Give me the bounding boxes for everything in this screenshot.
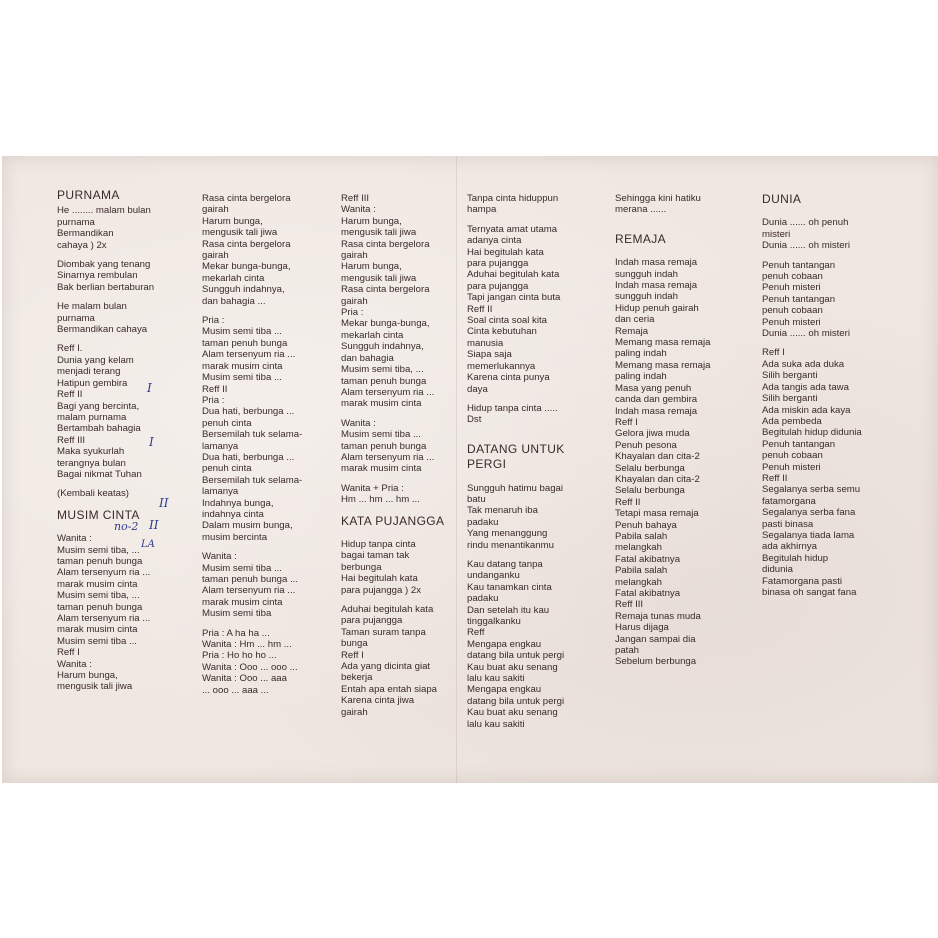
lyric-line: mengusik tali jiwa xyxy=(341,227,417,239)
lyric-line: gairah xyxy=(341,250,368,262)
lyric-line: Ada suka ada duka xyxy=(762,358,845,370)
lyric-line: undanganku xyxy=(467,570,520,582)
lyric-line: He malam bulan xyxy=(57,301,127,313)
lyric-line: Pria : xyxy=(341,307,364,319)
lyric-line: Wanita : Ooo ... ooo ... xyxy=(202,661,298,673)
lyric-line: Karena cinta punya xyxy=(467,372,550,384)
lyric-line: canda dan gembira xyxy=(615,394,698,406)
lyric-line: misteri xyxy=(762,228,791,240)
spacer xyxy=(615,249,710,257)
lyric-line: Penuh misteri xyxy=(762,282,821,294)
lyric-line: Mekar bunga-bunga, xyxy=(341,318,430,330)
lyric-line: dan bahagia xyxy=(341,352,394,364)
lyric-line: marak musim cinta xyxy=(202,596,283,608)
lyric-line: Khayalan dan cita-2 xyxy=(615,451,700,463)
lyric-line: Penuh tantangan xyxy=(762,438,836,450)
lyric-line: Mekar bunga-bunga, xyxy=(202,261,291,273)
lyric-line: Dunia ...... oh misteri xyxy=(762,240,850,252)
lyric-line: Penuh pesona xyxy=(615,439,677,451)
lyric-line: Penuh misteri xyxy=(762,316,821,328)
lyric-line: Wanita + Pria : xyxy=(341,482,404,494)
lyric-line: penuh cobaan xyxy=(762,271,823,283)
lyric-line: hampa xyxy=(467,204,497,216)
lyric-line: memerlukannya xyxy=(467,360,536,372)
lyric-line: Reff II xyxy=(762,472,788,484)
spacer xyxy=(467,395,565,403)
song-title: PURNAMA xyxy=(57,188,120,202)
column-remaja xyxy=(615,193,710,668)
spacer xyxy=(57,335,154,343)
lyric-line: Musim semi tiba ... xyxy=(202,326,282,338)
lyric-line: sungguh indah xyxy=(615,268,678,280)
lyric-line: marak musim cinta xyxy=(57,624,138,636)
spacer xyxy=(57,500,154,508)
lyric-line: Sungguh indahnya, xyxy=(341,341,424,353)
lyric-line: Tak menaruh iba xyxy=(467,505,538,517)
lyric-line: Penuh bahaya xyxy=(615,519,677,531)
lyric-line: Musim semi tiba, ... xyxy=(341,364,424,376)
lyric-line: gairah xyxy=(341,706,368,718)
lyric-line: Memang masa remaja xyxy=(615,337,711,349)
lyric-line: Fatal akibatnya xyxy=(615,553,681,565)
spacer xyxy=(467,426,565,434)
lyric-line: Ada tangis ada tawa xyxy=(762,381,849,393)
lyric-line: Reff III xyxy=(341,193,370,204)
lyric-line: bagai taman tak xyxy=(341,550,410,562)
lyric-line: cahaya ) 2x xyxy=(57,239,107,251)
lyric-line: manusia xyxy=(467,337,504,349)
spacer xyxy=(762,339,862,347)
spacer xyxy=(467,475,565,483)
lyric-line: Aduhai begitulah kata xyxy=(341,604,434,615)
lyric-line: Pabila salah xyxy=(615,530,668,542)
lyric-line: paling indah xyxy=(615,371,667,383)
lyric-line: rindu menantikanmu xyxy=(467,539,554,551)
column-datang-untuk-pergi xyxy=(467,193,565,730)
lyric-line: bekerja xyxy=(341,672,373,684)
lyric-line: Kau buat aku senang xyxy=(467,661,558,673)
lyric-line: lamanya xyxy=(202,440,239,452)
lyric-line: He ........ malam bulan xyxy=(57,205,151,217)
lyric-line: Reff III xyxy=(615,599,644,611)
spacer xyxy=(57,293,154,301)
lyric-line: Fatamorgana pasti xyxy=(762,575,842,587)
lyric-line: Bermandikan xyxy=(57,228,114,240)
lyric-line: Begitulah hidup xyxy=(762,552,829,564)
lyric-line: Alam tersenyum ria ... xyxy=(341,451,435,463)
handwritten-mark: I xyxy=(147,381,152,395)
lyric-line: Musim semi tiba xyxy=(202,608,272,620)
lyric-line: indahnya cinta xyxy=(202,508,264,520)
lyric-line: Reff II xyxy=(202,383,228,395)
spacer xyxy=(57,480,154,488)
lyric-line: ... ooo ... aaa ... xyxy=(202,684,269,696)
lyric-line: padaku xyxy=(467,516,499,528)
lyric-line: lalu kau sakiti xyxy=(467,673,525,685)
lyric-line: mengusik tali jiwa xyxy=(57,681,133,693)
lyric-line: Bertambah bahagia xyxy=(57,423,141,435)
lyric-line: Harum bunga, xyxy=(341,261,402,273)
lyric-line: mengusik tali jiwa xyxy=(202,227,278,239)
spacer xyxy=(202,307,302,315)
lyric-line: Indah masa remaja xyxy=(615,280,698,292)
lyric-line: Wanita : xyxy=(202,551,237,563)
lyric-line: marak musim cinta xyxy=(341,398,422,410)
spacer xyxy=(615,216,710,224)
lyric-line: Bak berlian bertaburan xyxy=(57,281,155,293)
lyric-line: Bersemilah tuk selama- xyxy=(202,429,303,441)
lyric-line: dan bahagia ... xyxy=(202,295,266,307)
lyric-line: Bermandikan cahaya xyxy=(57,324,148,336)
lyric-line: Musim semi tiba, ... xyxy=(57,590,140,602)
lyric-line: Wanita : xyxy=(57,533,92,545)
lyric-line: gairah xyxy=(341,295,368,307)
lyric-line: Kau tanamkan cinta xyxy=(467,581,552,593)
lyric-line: Hm ... hm ... hm ... xyxy=(341,494,420,506)
lyric-line: Wanita : xyxy=(341,204,376,216)
lyric-line: Rasa cinta bergelora xyxy=(341,238,430,250)
handwritten-mark: II xyxy=(149,518,159,532)
spacer xyxy=(341,596,444,604)
lyric-line: Alam tersenyum ria ... xyxy=(202,585,296,597)
lyric-line: Musim semi tiba, ... xyxy=(57,544,140,556)
lyric-line: Penuh misteri xyxy=(762,461,821,473)
song-title: KATA PUJANGGA xyxy=(341,513,445,528)
lyric-line: Silih berganti xyxy=(762,393,818,405)
spacer xyxy=(341,506,444,514)
lyric-line: adanya cinta xyxy=(467,235,522,247)
lyric-line: marak musim cinta xyxy=(57,578,138,590)
lyric-line: Penuh tantangan xyxy=(762,293,836,305)
lyric-line: Segalanya serba semu xyxy=(762,484,861,496)
lyric-line: Dua hati, berbunga ... xyxy=(202,406,295,418)
lyric-line: Rasa cinta bergelora xyxy=(202,193,291,204)
lyric-line: Gelora jiwa muda xyxy=(615,428,690,440)
lyric-line: Harum bunga, xyxy=(341,215,402,227)
spacer xyxy=(341,410,444,418)
lyric-line: Reff I xyxy=(615,416,638,428)
lyric-line: taman penuh bunga xyxy=(341,375,427,387)
lyric-line: taman penuh bunga xyxy=(341,440,427,452)
lyric-line: gairah xyxy=(202,204,229,216)
lyric-line: Bagi yang bercinta, xyxy=(57,400,140,412)
lyric-line: Sebelum berbunga xyxy=(615,656,697,668)
spacer xyxy=(467,551,565,559)
lyric-line: Yang menanggung xyxy=(467,528,548,540)
lyric-line: Tapi jangan cinta buta xyxy=(467,292,561,304)
lyric-line: Rasa cinta bergelora xyxy=(202,238,291,250)
spacer xyxy=(467,434,565,442)
lyric-line: Hidup tanpa cinta xyxy=(341,538,416,550)
lyric-line: lalu kau sakiti xyxy=(467,718,525,730)
lyric-line: Bagai nikmat Tuhan xyxy=(57,468,142,480)
column-purnama xyxy=(57,188,154,693)
lyric-line: Segalanya tiada lama xyxy=(762,529,855,541)
lyric-line: datang bila untuk pergi xyxy=(467,695,565,707)
lyric-line: Pabila salah xyxy=(615,565,668,577)
lyric-line: didunia xyxy=(762,564,793,576)
lyric-line: malam purnama xyxy=(57,411,127,423)
lyric-line: Reff I xyxy=(762,347,785,359)
lyric-line: Cinta kebutuhan xyxy=(467,326,537,338)
lyric-line: Silih berganti xyxy=(762,370,818,382)
lyric-line: penuh cinta xyxy=(202,463,252,475)
lyric-line: tinggalkanku xyxy=(467,616,521,627)
lyric-line: Wanita : xyxy=(57,658,92,670)
lyric-line: Fatal akibatnya xyxy=(615,588,681,599)
lyric-line: Kau datang tanpa xyxy=(467,558,543,570)
lyric-line: melangkah xyxy=(615,542,662,554)
handwritten-mark: II xyxy=(159,496,169,510)
lyric-line: mekarlah cinta xyxy=(341,329,404,341)
song-title: DUNIA xyxy=(762,192,802,206)
column-musim-cinta-cont xyxy=(202,193,302,696)
lyric-line: Dan setelah itu kau xyxy=(467,604,550,616)
song-title: REMAJA xyxy=(615,231,667,246)
lyric-line: para pujangga ) 2x xyxy=(341,584,422,596)
lyric-line: Dunia yang kelam xyxy=(57,354,134,366)
lyric-line: Reff II xyxy=(467,303,493,315)
lyric-line: paling indah xyxy=(615,348,667,360)
column-dunia xyxy=(762,192,862,598)
lyric-line: Indah masa remaja xyxy=(615,405,698,417)
lyric-line: datang bila untuk pergi xyxy=(467,650,565,662)
lyric-line: berbunga xyxy=(341,561,382,573)
lyric-line: Mengapa engkau xyxy=(467,638,542,650)
lyric-line: menjadi terang xyxy=(57,366,121,378)
lyric-line: Musim semi tiba ... xyxy=(202,562,282,574)
lyric-line: penuh cobaan xyxy=(762,450,823,462)
lyric-line: Hai begitulah kata xyxy=(467,246,544,258)
lyric-line: melangkah xyxy=(615,576,662,588)
lyric-line: taman penuh bunga xyxy=(57,601,143,613)
lyric-line: Begitulah hidup didunia xyxy=(762,427,862,439)
lyric-line: Hidup penuh gairah xyxy=(615,302,699,314)
lyric-line: Sungguh hatimu bagai xyxy=(467,482,564,494)
lyric-line: Dalam musim bunga, xyxy=(202,520,293,532)
lyric-line: (Kembali keatas) xyxy=(57,488,129,500)
lyric-line: Reff III xyxy=(57,434,86,446)
lyric-line: Dua hati, berbunga ... xyxy=(202,451,295,463)
lyric-line: Tanpa cinta hiduppun xyxy=(467,193,559,204)
lyric-line: Taman suram tanpa xyxy=(341,626,426,638)
lyric-line: Ada pembeda xyxy=(762,415,822,427)
lyric-line: Karena cinta jiwa xyxy=(341,695,415,707)
lyric-line: Musim semi tiba ... xyxy=(202,372,282,384)
lyric-line: Musim semi tiba ... xyxy=(341,429,421,441)
lyric-line: Hatipun gembira xyxy=(57,377,128,389)
lyric-line: Remaja xyxy=(615,325,649,337)
lyric-line: Kau buat aku senang xyxy=(467,707,558,719)
lyric-line: patah xyxy=(615,645,640,657)
lyric-line: Ternyata amat utama xyxy=(467,223,558,235)
lyric-line: Harum bunga, xyxy=(202,215,263,227)
lyric-line: lamanya xyxy=(202,486,239,498)
lyric-line: Hidup tanpa cinta ..... xyxy=(467,402,558,414)
spacer xyxy=(57,251,154,259)
handwritten-mark: LA xyxy=(141,539,155,550)
lyric-line: Tetapi masa remaja xyxy=(615,508,699,520)
lyric-line: Maka syukurlah xyxy=(57,446,125,458)
spacer xyxy=(467,216,565,224)
lyric-line: Penuh tantangan xyxy=(762,259,836,271)
lyric-line: Musim semi tiba ... xyxy=(57,635,137,647)
lyric-line: Sehingga kini hatiku xyxy=(615,193,701,204)
lyric-line: Alam tersenyum ria ... xyxy=(57,567,151,579)
lyric-line: Soal cinta soal kita xyxy=(467,315,547,327)
handwritten-mark: no-2 xyxy=(114,520,139,533)
lyric-line: Dunia ...... oh penuh xyxy=(762,217,849,229)
lyric-line: Alam tersenyum ria ... xyxy=(57,613,151,624)
lyric-line: Pria : Ho ho ho ... xyxy=(202,650,277,662)
lyric-line: Indah masa remaja xyxy=(615,257,698,269)
lyric-line: Ada yang dicinta giat xyxy=(341,661,431,673)
spacer xyxy=(341,531,444,539)
lyric-line: Selalu berbunga xyxy=(615,462,685,474)
lyric-line: Diombak yang tenang xyxy=(57,259,151,271)
lyric-line: Hai begitulah kata xyxy=(341,573,418,585)
lyric-line: bunga xyxy=(341,638,368,650)
lyric-line: purnama xyxy=(57,216,95,228)
lyric-line: Harus dijaga xyxy=(615,622,669,634)
lyric-line: Dunia ...... oh misteri xyxy=(762,328,850,340)
lyric-line: Reff I. xyxy=(57,343,83,355)
lyric-line: Reff II xyxy=(615,496,641,508)
lyric-line: batu xyxy=(467,493,486,505)
lyric-line: Memang masa remaja xyxy=(615,359,711,371)
lyric-line: padaku xyxy=(467,593,499,605)
lyric-line: penuh cobaan xyxy=(762,305,823,317)
lyric-line: para pujangga xyxy=(467,280,529,292)
lyric-line: Aduhai begitulah kata xyxy=(467,269,560,281)
handwritten-mark: I xyxy=(149,435,154,449)
lyric-line: Bersemilah tuk selama- xyxy=(202,474,303,486)
lyric-line: Entah apa entah siapa xyxy=(341,683,438,695)
lyric-line: Masa yang penuh xyxy=(615,382,692,394)
lyric-line: Reff xyxy=(467,627,485,639)
lyric-line: Remaja tunas muda xyxy=(615,610,701,622)
lyric-line: fatamorgana xyxy=(762,495,816,507)
lyric-line: para pujangga xyxy=(467,258,529,270)
lyric-line: terangnya bulan xyxy=(57,457,126,469)
lyric-line: Wanita : xyxy=(341,417,376,429)
spacer xyxy=(762,252,862,260)
lyric-line: para pujangga xyxy=(341,615,403,627)
song-title: DATANG UNTUK xyxy=(467,441,565,456)
lyric-line: musim bercinta xyxy=(202,531,268,543)
column-kata-pujangga xyxy=(341,193,444,718)
lyric-line: Selalu berbunga xyxy=(615,485,685,497)
lyric-line: mekarlah cinta xyxy=(202,272,265,284)
lyric-line: Pria : A ha ha ... xyxy=(202,627,270,639)
lyric-line: gairah xyxy=(202,250,229,262)
lyric-line: penuh cinta xyxy=(202,417,252,429)
lyric-line: Indahnya bunga, xyxy=(202,497,274,509)
lyric-line: purnama xyxy=(57,312,95,324)
lyric-line: taman penuh bunga xyxy=(57,555,143,567)
lyric-line: Khayalan dan cita-2 xyxy=(615,473,700,485)
spacer xyxy=(202,620,302,628)
song-title: PERGI xyxy=(467,457,507,472)
lyric-line: binasa oh sangat fana xyxy=(762,587,857,598)
lyric-line: Wanita : Ooo ... aaa xyxy=(202,673,287,685)
spacer xyxy=(762,209,862,217)
lyric-line: Reff I xyxy=(57,647,80,659)
center-fold xyxy=(456,156,457,783)
lyric-line: Sinarnya rembulan xyxy=(57,270,138,282)
lyric-line: Ada miskin ada kaya xyxy=(762,404,851,416)
lyric-line: Alam tersenyum ria ... xyxy=(341,386,435,398)
lyric-line: Reff II xyxy=(57,389,83,401)
lyric-line: daya xyxy=(467,383,488,395)
lyric-line: Mengapa engkau xyxy=(467,684,542,696)
spacer xyxy=(341,475,444,483)
lyric-line: taman penuh bunga ... xyxy=(202,574,299,585)
lyric-line: mengusik tali jiwa xyxy=(341,272,417,284)
lyric-line: Alam tersenyum ria ... xyxy=(202,349,296,361)
lyric-line: Jangan sampai dia xyxy=(615,633,696,645)
spacer xyxy=(202,543,302,551)
spacer xyxy=(615,224,710,232)
lyric-line: Siapa saja xyxy=(467,349,512,361)
lyric-line: taman penuh bunga xyxy=(202,337,288,349)
lyric-line: Segalanya serba fana xyxy=(762,507,856,519)
spacer xyxy=(57,525,154,533)
lyric-line: sungguh indah xyxy=(615,291,678,303)
lyric-line: marak musim cinta xyxy=(341,463,422,475)
lyric-line: marak musim cinta xyxy=(202,360,283,372)
lyric-line: Sungguh indahnya, xyxy=(202,284,285,296)
lyric-line: Harum bunga, xyxy=(57,670,118,682)
lyric-line: Rasa cinta bergelora xyxy=(341,284,430,296)
song-title: MUSIM CINTA xyxy=(57,507,140,522)
lyric-line: Pria : xyxy=(202,394,225,406)
lyric-line: merana ...... xyxy=(615,204,667,216)
lyric-line: pasti binasa xyxy=(762,518,814,530)
lyric-line: Dst xyxy=(467,414,482,426)
lyric-sheet xyxy=(2,156,938,783)
lyric-line: Wanita : Hm ... hm ... xyxy=(202,639,292,651)
lyric-line: dan ceria xyxy=(615,314,655,326)
lyric-line: ada akhirnya xyxy=(762,541,817,553)
lyric-line: Reff I xyxy=(341,649,364,661)
lyric-line: Pria : xyxy=(202,315,225,327)
